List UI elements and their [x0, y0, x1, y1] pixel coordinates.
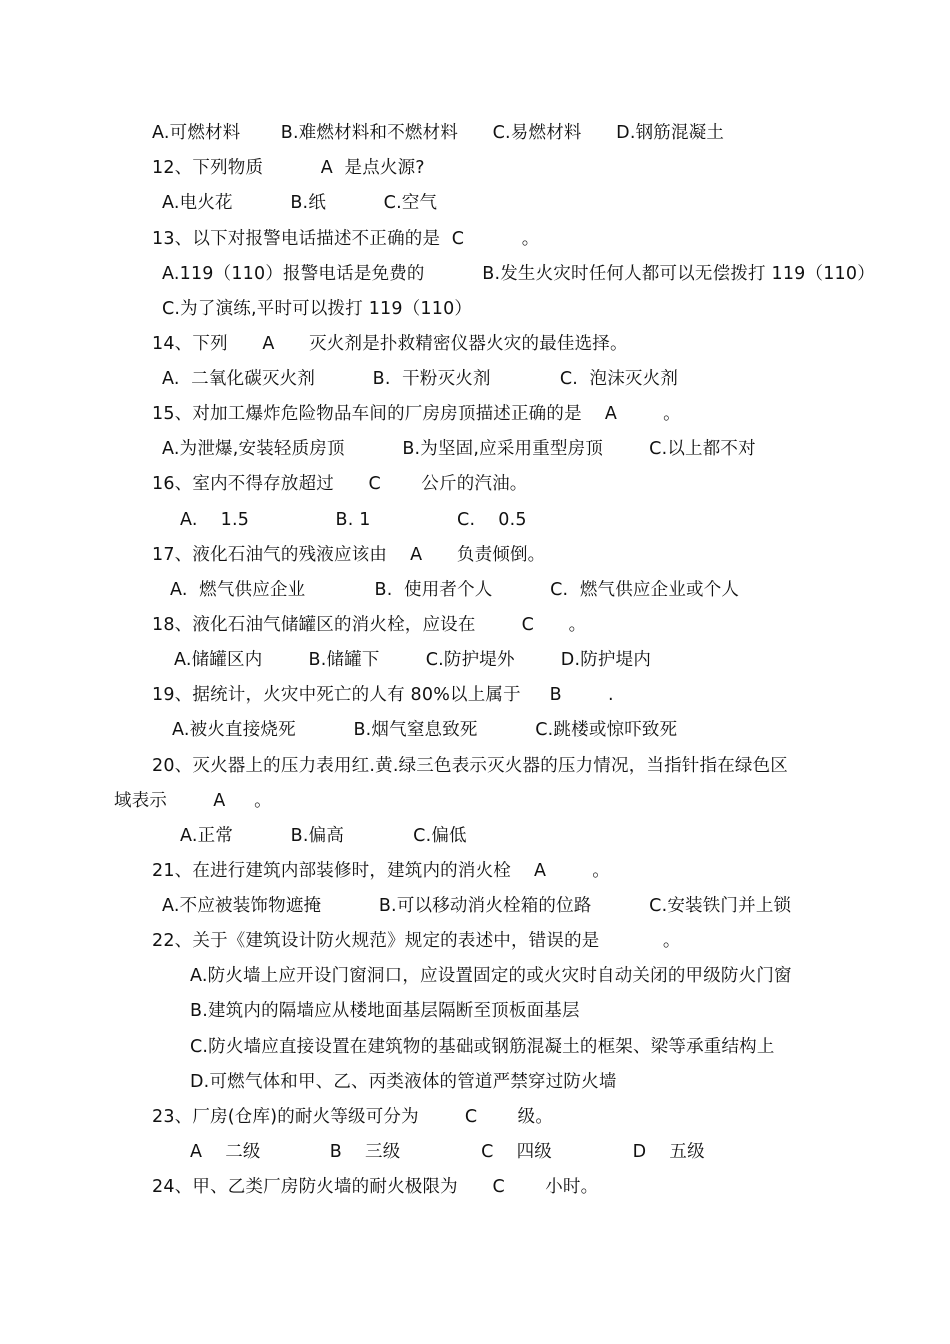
q23-question: 23、厂房(仓库)的耐火等级可分为 C 级。	[152, 1107, 554, 1127]
q16-options: A. 1.5 B. 1 C. 0.5	[180, 510, 527, 530]
q20-options: A.正常 B.偏高 C.偏低	[180, 826, 467, 846]
q22-option-a: A.防火墙上应开设门窗洞口，应设置固定的或火灾时自动关闭的甲级防火门窗	[190, 966, 792, 986]
q14-question: 14、下列 A 灭火剂是扑救精密仪器火灾的最佳选择。	[152, 334, 628, 354]
q17-options: A. 燃气供应企业 B. 使用者个人 C. 燃气供应企业或个人	[170, 580, 740, 600]
q11-options: A.可燃材料 B.难燃材料和不燃材料 C.易燃材料 D.钢筋混凝土	[152, 123, 725, 143]
q22-option-b: B.建筑内的隔墙应从楼地面基层隔断至顶板面基层	[190, 1001, 580, 1021]
q24-question: 24、甲、乙类厂房防火墙的耐火极限为 C 小时。	[152, 1177, 599, 1197]
q17-question: 17、液化石油气的残液应该由 A 负责倾倒。	[152, 545, 546, 565]
q22-option-d: D.可燃气体和甲、乙、丙类液体的管道严禁穿过防火墙	[190, 1072, 617, 1092]
q22-question: 22、关于《建筑设计防火规范》规定的表述中，错误的是 。	[152, 931, 681, 951]
q13-options-ab: A.119（110）报警电话是免费的 B.发生火灾时任何人都可以无偿拨打 119（110）	[162, 264, 875, 284]
q16-question: 16、室内不得存放超过 C 公斤的汽油。	[152, 474, 528, 494]
q20-question-line2: 域表示 A 。	[114, 791, 272, 811]
q15-options: A.为泄爆,安装轻质房顶 B.为坚固,应采用重型房顶 C.以上都不对	[162, 439, 756, 459]
q19-options: A.被火直接烧死 B.烟气窒息致死 C.跳楼或惊吓致死	[172, 720, 678, 740]
q18-options: A.储罐区内 B.储罐下 C.防护堤外 D.防护堤内	[174, 650, 652, 670]
q19-question: 19、据统计，火灾中死亡的人有 80%以上属于 B .	[152, 685, 614, 705]
q12-question: 12、下列物质 A 是点火源?	[152, 158, 425, 178]
q20-question-line1: 20、灭火器上的压力表用红.黄.绿三色表示灭火器的压力情况，当指针指在绿色区	[152, 756, 788, 776]
q13-question: 13、以下对报警电话描述不正确的是 C 。	[152, 229, 540, 249]
q21-question: 21、在进行建筑内部装修时，建筑内的消火栓 A 。	[152, 861, 610, 881]
q23-options: A 二级 B 三级 C 四级 D 五级	[190, 1142, 705, 1162]
q18-question: 18、液化石油气储罐区的消火栓，应设在 C 。	[152, 615, 587, 635]
q21-options: A.不应被装饰物遮掩 B.可以移动消火栓箱的位路 C.安装铁门并上锁	[162, 896, 792, 916]
q22-option-c: C.防火墙应直接设置在建筑物的基础或钢筋混凝土的框架、梁等承重结构上	[190, 1037, 775, 1057]
q12-options: A.电火花 B.纸 C.空气	[162, 193, 438, 213]
q14-options: A. 二氧化碳灭火剂 B. 干粉灭火剂 C. 泡沫灭火剂	[162, 369, 679, 389]
q15-question: 15、对加工爆炸危险物品车间的厂房房顶描述正确的是 A 。	[152, 404, 681, 424]
q13-option-c: C.为了演练,平时可以拨打 119（110）	[162, 299, 473, 319]
